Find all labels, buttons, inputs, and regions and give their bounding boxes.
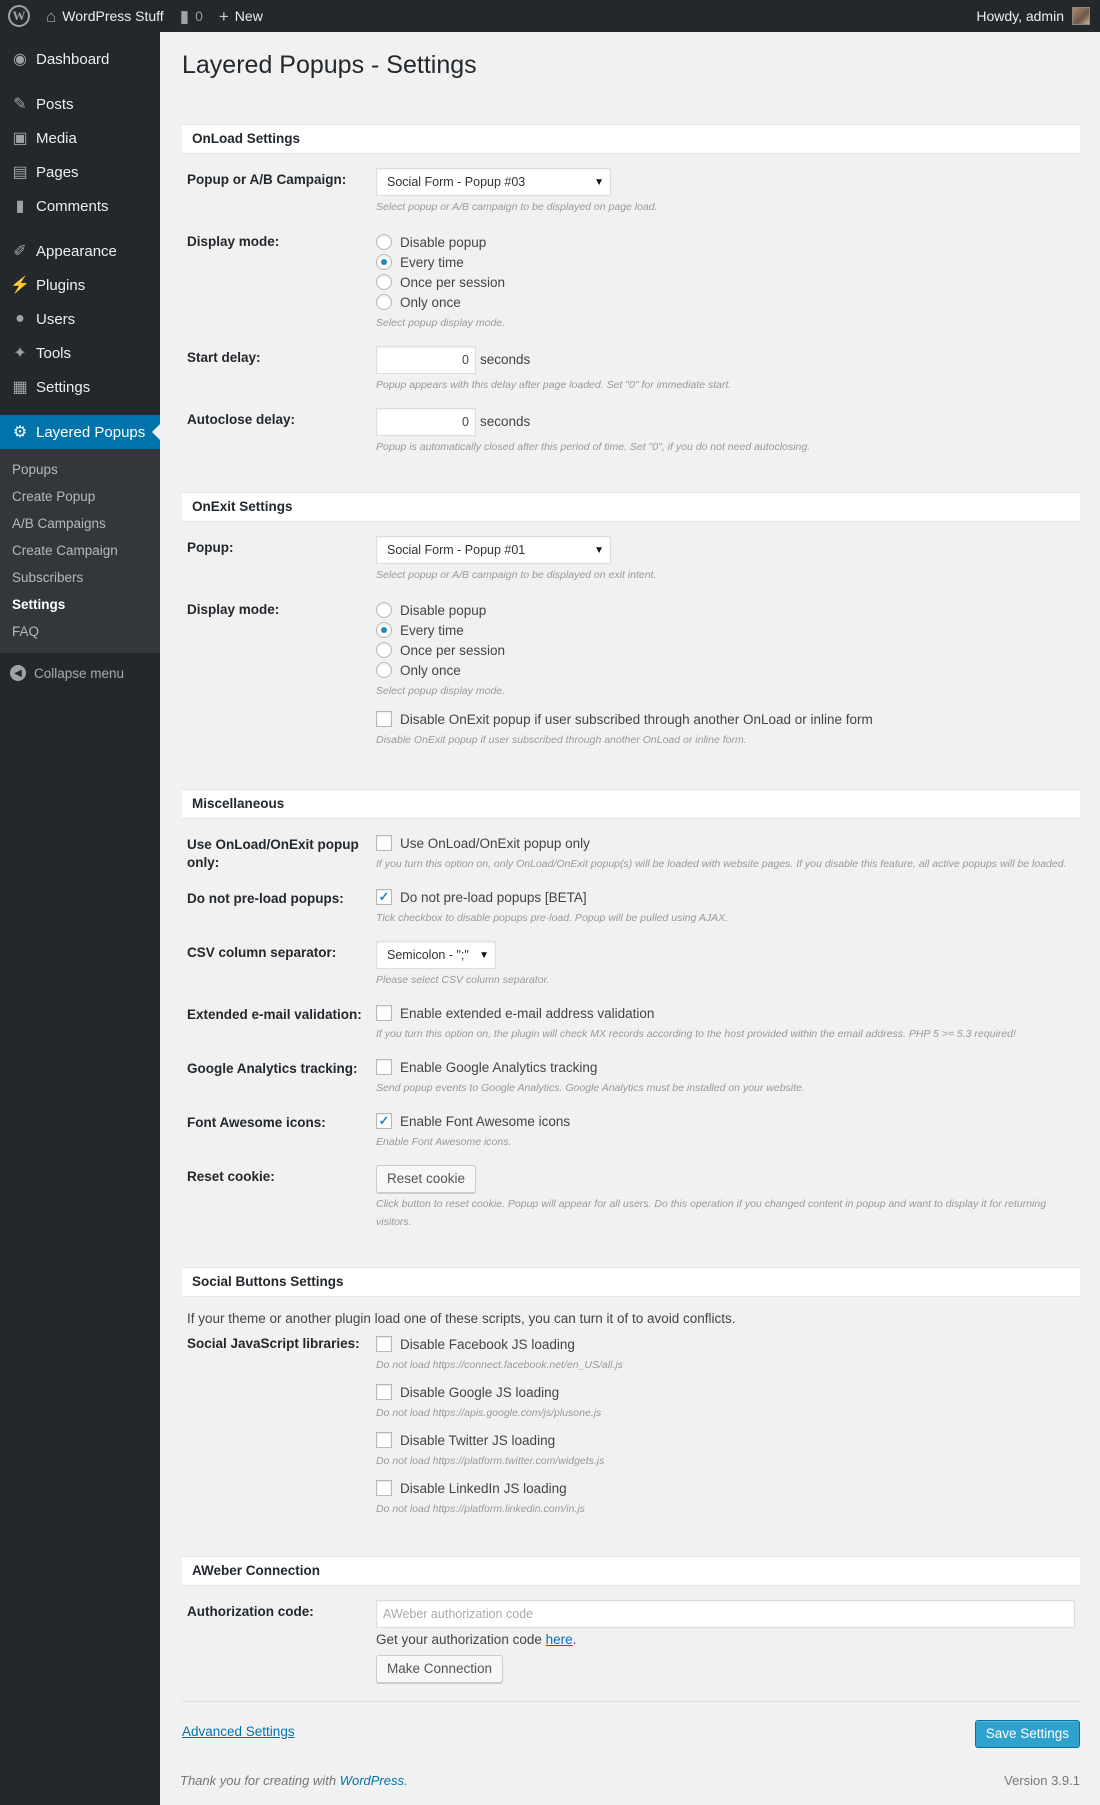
ga-label: Google Analytics tracking: bbox=[187, 1061, 358, 1076]
selected-value: Social Form - Popup #03 bbox=[387, 175, 526, 189]
selected-value: Semicolon - ";" bbox=[387, 948, 469, 962]
sidebar-item-appearance[interactable] bbox=[0, 234, 160, 268]
footer-thanks: Thank you for creating with WordPress. bbox=[180, 1773, 408, 1788]
sidebar-item-label: Comments bbox=[36, 197, 109, 215]
account-menu[interactable] bbox=[968, 0, 1100, 32]
sidebar-item-label: Media bbox=[36, 129, 77, 147]
aweber-section-title: AWeber Connection bbox=[182, 1556, 1080, 1586]
pin-icon: ✎ bbox=[13, 96, 27, 113]
wordpress-link[interactable]: WordPress bbox=[339, 1773, 404, 1788]
twitter-js-option[interactable] bbox=[376, 1430, 1080, 1450]
sidebar-item-label: Tools bbox=[36, 344, 72, 362]
radio-button[interactable] bbox=[376, 254, 392, 270]
submenu-item-settings[interactable]: Settings bbox=[12, 597, 66, 612]
checkbox[interactable] bbox=[376, 1005, 392, 1021]
onload-only-label: Use OnLoad/OnExit popup only: bbox=[187, 837, 359, 870]
email-validation-option[interactable] bbox=[376, 1003, 1080, 1023]
social-libs-label: Social JavaScript libraries: bbox=[187, 1336, 360, 1351]
onexit-mode-option[interactable] bbox=[376, 660, 1080, 680]
preload-option[interactable] bbox=[376, 887, 1080, 907]
onload-start-row bbox=[182, 346, 1080, 394]
checkbox[interactable] bbox=[376, 1432, 392, 1448]
twitter-js-desc: Do not load https://platform.twitter.com/widgets.js bbox=[376, 1455, 605, 1467]
onexit-disable-option[interactable] bbox=[376, 709, 1080, 729]
option-label: Enable Font Awesome icons bbox=[400, 1113, 571, 1129]
checkbox-checked[interactable]: ✓ bbox=[376, 1113, 392, 1129]
collapse-menu-button[interactable] bbox=[0, 653, 160, 693]
start-delay-input[interactable]: 0 bbox=[376, 346, 476, 374]
sidebar-submenu bbox=[0, 449, 160, 653]
misc-onload-only-row bbox=[182, 833, 1080, 873]
option-label: Disable Facebook JS loading bbox=[400, 1336, 575, 1352]
facebook-js-desc: Do not load https://connect.facebook.net/en_US/all.js bbox=[376, 1359, 623, 1371]
checkbox[interactable] bbox=[376, 1480, 392, 1496]
onexit-mode-option[interactable] bbox=[376, 600, 1080, 620]
onload-mode-option[interactable] bbox=[376, 272, 1080, 292]
google-js-option[interactable] bbox=[376, 1382, 1080, 1402]
avatar bbox=[1072, 7, 1090, 25]
submenu-item-create-popup[interactable]: Create Popup bbox=[12, 489, 96, 504]
misc-section-title: Miscellaneous bbox=[182, 789, 1080, 819]
option-label: Do not pre-load popups [BETA] bbox=[400, 889, 587, 905]
user-icon: ● bbox=[15, 310, 25, 327]
facebook-js-option[interactable] bbox=[376, 1334, 1080, 1354]
comments-count: 0 bbox=[195, 8, 203, 24]
option-label: Use OnLoad/OnExit popup only bbox=[400, 835, 590, 851]
sidebar-item-media[interactable] bbox=[0, 121, 160, 155]
linkedin-js-desc: Do not load https://platform.linkedin.com/in.js bbox=[376, 1503, 585, 1515]
sidebar-item-tools[interactable] bbox=[0, 336, 160, 370]
onload-popup-select[interactable] bbox=[376, 168, 611, 196]
radio-button[interactable] bbox=[376, 294, 392, 310]
option-label: Enable Google Analytics tracking bbox=[400, 1059, 598, 1075]
onload-popup-desc: Select popup or A/B campaign to be displayed on page load. bbox=[376, 201, 658, 213]
get-code-text: Get your authorization code bbox=[376, 1632, 542, 1647]
radio-button[interactable] bbox=[376, 274, 392, 290]
onexit-section-title: OnExit Settings bbox=[182, 492, 1080, 522]
option-label: Disable Twitter JS loading bbox=[400, 1432, 556, 1448]
plus-icon: + bbox=[218, 6, 229, 26]
collapse-label: Collapse menu bbox=[34, 665, 125, 681]
page-title: Layered Popups - Settings bbox=[182, 51, 477, 79]
dropdown-arrow-icon: ▼ bbox=[594, 176, 604, 188]
option-label: Disable Google JS loading bbox=[400, 1384, 560, 1400]
option-label: Disable OnExit popup if user subscribed through another OnLoad or inline form bbox=[400, 711, 873, 727]
wp-logo-menu[interactable] bbox=[0, 0, 38, 32]
option-label: Only once bbox=[400, 662, 461, 678]
submenu-item-popups[interactable]: Popups bbox=[12, 462, 58, 477]
ga-option[interactable] bbox=[376, 1057, 1080, 1077]
onload-mode-desc: Select popup display mode. bbox=[376, 317, 505, 329]
onload-popup-row bbox=[182, 168, 1080, 216]
checkbox[interactable] bbox=[376, 1336, 392, 1352]
checkbox[interactable] bbox=[376, 1384, 392, 1400]
misc-preload-row bbox=[182, 887, 1080, 927]
onexit-popup-label: Popup: bbox=[187, 540, 234, 555]
submenu-item-ab-campaigns[interactable]: A/B Campaigns bbox=[12, 516, 106, 531]
onload-mode-option[interactable] bbox=[376, 292, 1080, 312]
autoclose-delay-unit: seconds bbox=[480, 414, 531, 429]
sidebar-item-pages[interactable] bbox=[0, 155, 160, 189]
onexit-mode-desc: Select popup display mode. bbox=[376, 685, 505, 697]
option-label: Once per session bbox=[400, 274, 506, 290]
option-label: Every time bbox=[400, 254, 464, 270]
version-text: Version 3.9.1 bbox=[1004, 1773, 1080, 1788]
dashboard-icon: ◉ bbox=[13, 51, 27, 68]
home-icon: ⌂ bbox=[46, 6, 57, 26]
option-label: Once per session bbox=[400, 642, 506, 658]
howdy-text: Howdy, admin bbox=[976, 8, 1064, 24]
fa-label: Font Awesome icons: bbox=[187, 1115, 326, 1130]
reset-cookie-label: Reset cookie: bbox=[187, 1169, 275, 1184]
sidebar-item-layered-popups[interactable] bbox=[0, 415, 160, 449]
submenu-item-faq[interactable]: FAQ bbox=[12, 624, 40, 639]
main-content bbox=[182, 32, 1080, 1761]
onload-only-option[interactable] bbox=[376, 833, 1080, 853]
email-validation-label: Extended e-mail validation: bbox=[187, 1007, 362, 1022]
autoclose-delay-desc: Popup is automatically closed after this period of time. Set "0", if you do not need autoclosing. bbox=[376, 441, 811, 453]
onload-autoclose-row bbox=[182, 408, 1080, 456]
save-settings-button[interactable]: Save Settings bbox=[975, 1720, 1080, 1748]
onexit-popup-select[interactable] bbox=[376, 536, 611, 564]
dropdown-arrow-icon: ▼ bbox=[594, 544, 604, 556]
linkedin-js-option[interactable] bbox=[376, 1478, 1080, 1498]
settings-icon: ▦ bbox=[12, 379, 28, 396]
misc-reset-row bbox=[182, 1165, 1080, 1231]
social-intro: If your theme or another plugin load one of these scripts, you can turn it of to avoid conflicts. bbox=[187, 1311, 736, 1326]
misc-email-row bbox=[182, 1003, 1080, 1043]
onexit-popup-row bbox=[182, 536, 1080, 584]
start-delay-label: Start delay: bbox=[187, 350, 261, 365]
sidebar-item-label: Posts bbox=[36, 95, 74, 113]
comments-link[interactable] bbox=[172, 0, 211, 32]
radio-button[interactable] bbox=[376, 602, 392, 618]
pages-icon: ▤ bbox=[12, 164, 28, 181]
checkbox-checked[interactable]: ✓ bbox=[376, 889, 392, 905]
csv-desc: Please select CSV column separator. bbox=[376, 974, 550, 986]
onexit-mode-row bbox=[182, 598, 1080, 749]
sidebar-item-comments[interactable] bbox=[0, 189, 160, 223]
site-name-link[interactable] bbox=[38, 0, 172, 32]
comment-bubble-icon: ▮ bbox=[179, 6, 190, 26]
csv-label: CSV column separator: bbox=[187, 945, 337, 960]
onexit-mode-option[interactable] bbox=[376, 620, 1080, 640]
email-validation-desc: If you turn this option on, the plugin will check MX records according to the host provided within the email address. PHP 5 >= 5.3 required! bbox=[376, 1028, 1016, 1040]
radio-button[interactable] bbox=[376, 622, 392, 638]
misc-ga-row bbox=[182, 1057, 1080, 1097]
fa-option[interactable] bbox=[376, 1111, 1080, 1131]
aweber-auth-input[interactable]: AWeber authorization code bbox=[376, 1600, 1075, 1628]
onload-mode-label: Display mode: bbox=[187, 234, 280, 249]
reset-cookie-button[interactable]: Reset cookie bbox=[376, 1165, 476, 1193]
submenu-item-create-campaign[interactable]: Create Campaign bbox=[12, 543, 118, 558]
onexit-disable-desc: Disable OnExit popup if user subscribed through another OnLoad or inline form. bbox=[376, 734, 747, 746]
social-section-title: Social Buttons Settings bbox=[182, 1267, 1080, 1297]
onload-mode-option[interactable] bbox=[376, 232, 1080, 252]
period: . bbox=[572, 1632, 577, 1647]
misc-fa-row bbox=[182, 1111, 1080, 1151]
here-link[interactable]: here bbox=[545, 1632, 573, 1647]
admin-bar bbox=[0, 0, 1100, 32]
onload-mode-row bbox=[182, 230, 1080, 332]
misc-csv-row bbox=[182, 941, 1080, 989]
admin-sidebar bbox=[0, 32, 160, 1805]
radio-button[interactable] bbox=[376, 642, 392, 658]
aweber-get-code-line bbox=[376, 1632, 1080, 1647]
option-label: Disable popup bbox=[400, 602, 487, 618]
sidebar-item-settings[interactable] bbox=[0, 370, 160, 404]
social-libs-row bbox=[182, 1332, 1080, 1518]
onload-popup-label: Popup or A/B Campaign: bbox=[187, 172, 347, 187]
autoclose-delay-input[interactable]: 0 bbox=[376, 408, 476, 436]
start-delay-desc: Popup appears with this delay after page loaded. Set "0" for immediate start. bbox=[376, 379, 732, 391]
site-name: WordPress Stuff bbox=[62, 8, 164, 24]
checkbox[interactable] bbox=[376, 711, 392, 727]
brush-icon: ✐ bbox=[13, 243, 27, 260]
sidebar-item-label: Users bbox=[36, 310, 76, 328]
sidebar-item-posts[interactable] bbox=[0, 87, 160, 121]
option-label: Every time bbox=[400, 622, 464, 638]
sidebar-item-users[interactable] bbox=[0, 302, 160, 336]
sidebar-item-label: Settings bbox=[36, 378, 91, 396]
thanks-text: Thank you for creating with bbox=[180, 1773, 337, 1788]
wordpress-logo-icon: W bbox=[8, 5, 30, 27]
advanced-settings-link[interactable]: Advanced Settings bbox=[182, 1724, 295, 1739]
option-label: Disable popup bbox=[400, 234, 487, 250]
radio-button[interactable] bbox=[376, 662, 392, 678]
reset-cookie-desc: Click button to reset cookie. Popup will appear for all users. Do this operation if you changed content in popup and want to display it for returning visitors. bbox=[376, 1198, 1047, 1228]
selected-value: Social Form - Popup #01 bbox=[387, 543, 526, 557]
dropdown-arrow-icon: ▼ bbox=[479, 949, 489, 961]
fa-desc: Enable Font Awesome icons. bbox=[376, 1136, 512, 1148]
onexit-mode-label: Display mode: bbox=[187, 602, 280, 617]
aweber-auth-row bbox=[182, 1600, 1080, 1683]
action-bar bbox=[182, 1701, 1080, 1761]
checkbox[interactable] bbox=[376, 1059, 392, 1075]
gear-icon: ⚙ bbox=[12, 424, 28, 441]
checkbox[interactable] bbox=[376, 835, 392, 851]
preload-desc: Tick checkbox to disable popups pre-load. Popup will be pulled using AJAX. bbox=[376, 912, 729, 924]
comment-icon: ▮ bbox=[15, 198, 25, 215]
option-label: Disable LinkedIn JS loading bbox=[400, 1480, 567, 1496]
sidebar-item-plugins[interactable] bbox=[0, 268, 160, 302]
sidebar-item-label: Layered Popups bbox=[36, 423, 146, 441]
onload-mode-option[interactable] bbox=[376, 252, 1080, 272]
new-content-menu[interactable] bbox=[211, 0, 271, 32]
onload-section-title: OnLoad Settings bbox=[182, 124, 1080, 154]
option-label: Only once bbox=[400, 294, 461, 310]
sidebar-item-label: Dashboard bbox=[36, 50, 110, 68]
plugin-icon: ⚡ bbox=[10, 277, 30, 294]
sidebar-item-dashboard[interactable] bbox=[0, 42, 160, 76]
onload-only-desc: If you turn this option on, only OnLoad/OnExit popup(s) will be loaded with website pages. If you disable this feature, all active popups will be loaded. bbox=[376, 858, 1067, 870]
option-label: Enable extended e-mail address validation bbox=[400, 1005, 655, 1021]
autoclose-delay-label: Autoclose delay: bbox=[187, 412, 296, 427]
aweber-auth-label: Authorization code: bbox=[187, 1604, 314, 1619]
csv-separator-select[interactable] bbox=[376, 941, 496, 969]
sidebar-item-label: Plugins bbox=[36, 276, 86, 294]
onexit-popup-desc: Select popup or A/B campaign to be displayed on exit intent. bbox=[376, 569, 657, 581]
onexit-mode-option[interactable] bbox=[376, 640, 1080, 660]
sidebar-item-label: Appearance bbox=[36, 242, 117, 260]
make-connection-button[interactable]: Make Connection bbox=[376, 1655, 503, 1683]
google-js-desc: Do not load https://apis.google.com/js/plusone.js bbox=[376, 1407, 602, 1419]
submenu-item-subscribers[interactable]: Subscribers bbox=[12, 570, 84, 585]
new-label: New bbox=[234, 8, 263, 24]
sidebar-item-label: Pages bbox=[36, 163, 79, 181]
preload-label: Do not pre-load popups: bbox=[187, 891, 344, 906]
start-delay-unit: seconds bbox=[480, 352, 531, 367]
radio-button[interactable] bbox=[376, 234, 392, 250]
ga-desc: Send popup events to Google Analytics. Google Analytics must be installed on your website. bbox=[376, 1082, 805, 1094]
media-icon: ▣ bbox=[12, 130, 28, 147]
wrench-icon: ✦ bbox=[13, 345, 27, 362]
collapse-arrow-icon: ◀ bbox=[10, 665, 26, 681]
